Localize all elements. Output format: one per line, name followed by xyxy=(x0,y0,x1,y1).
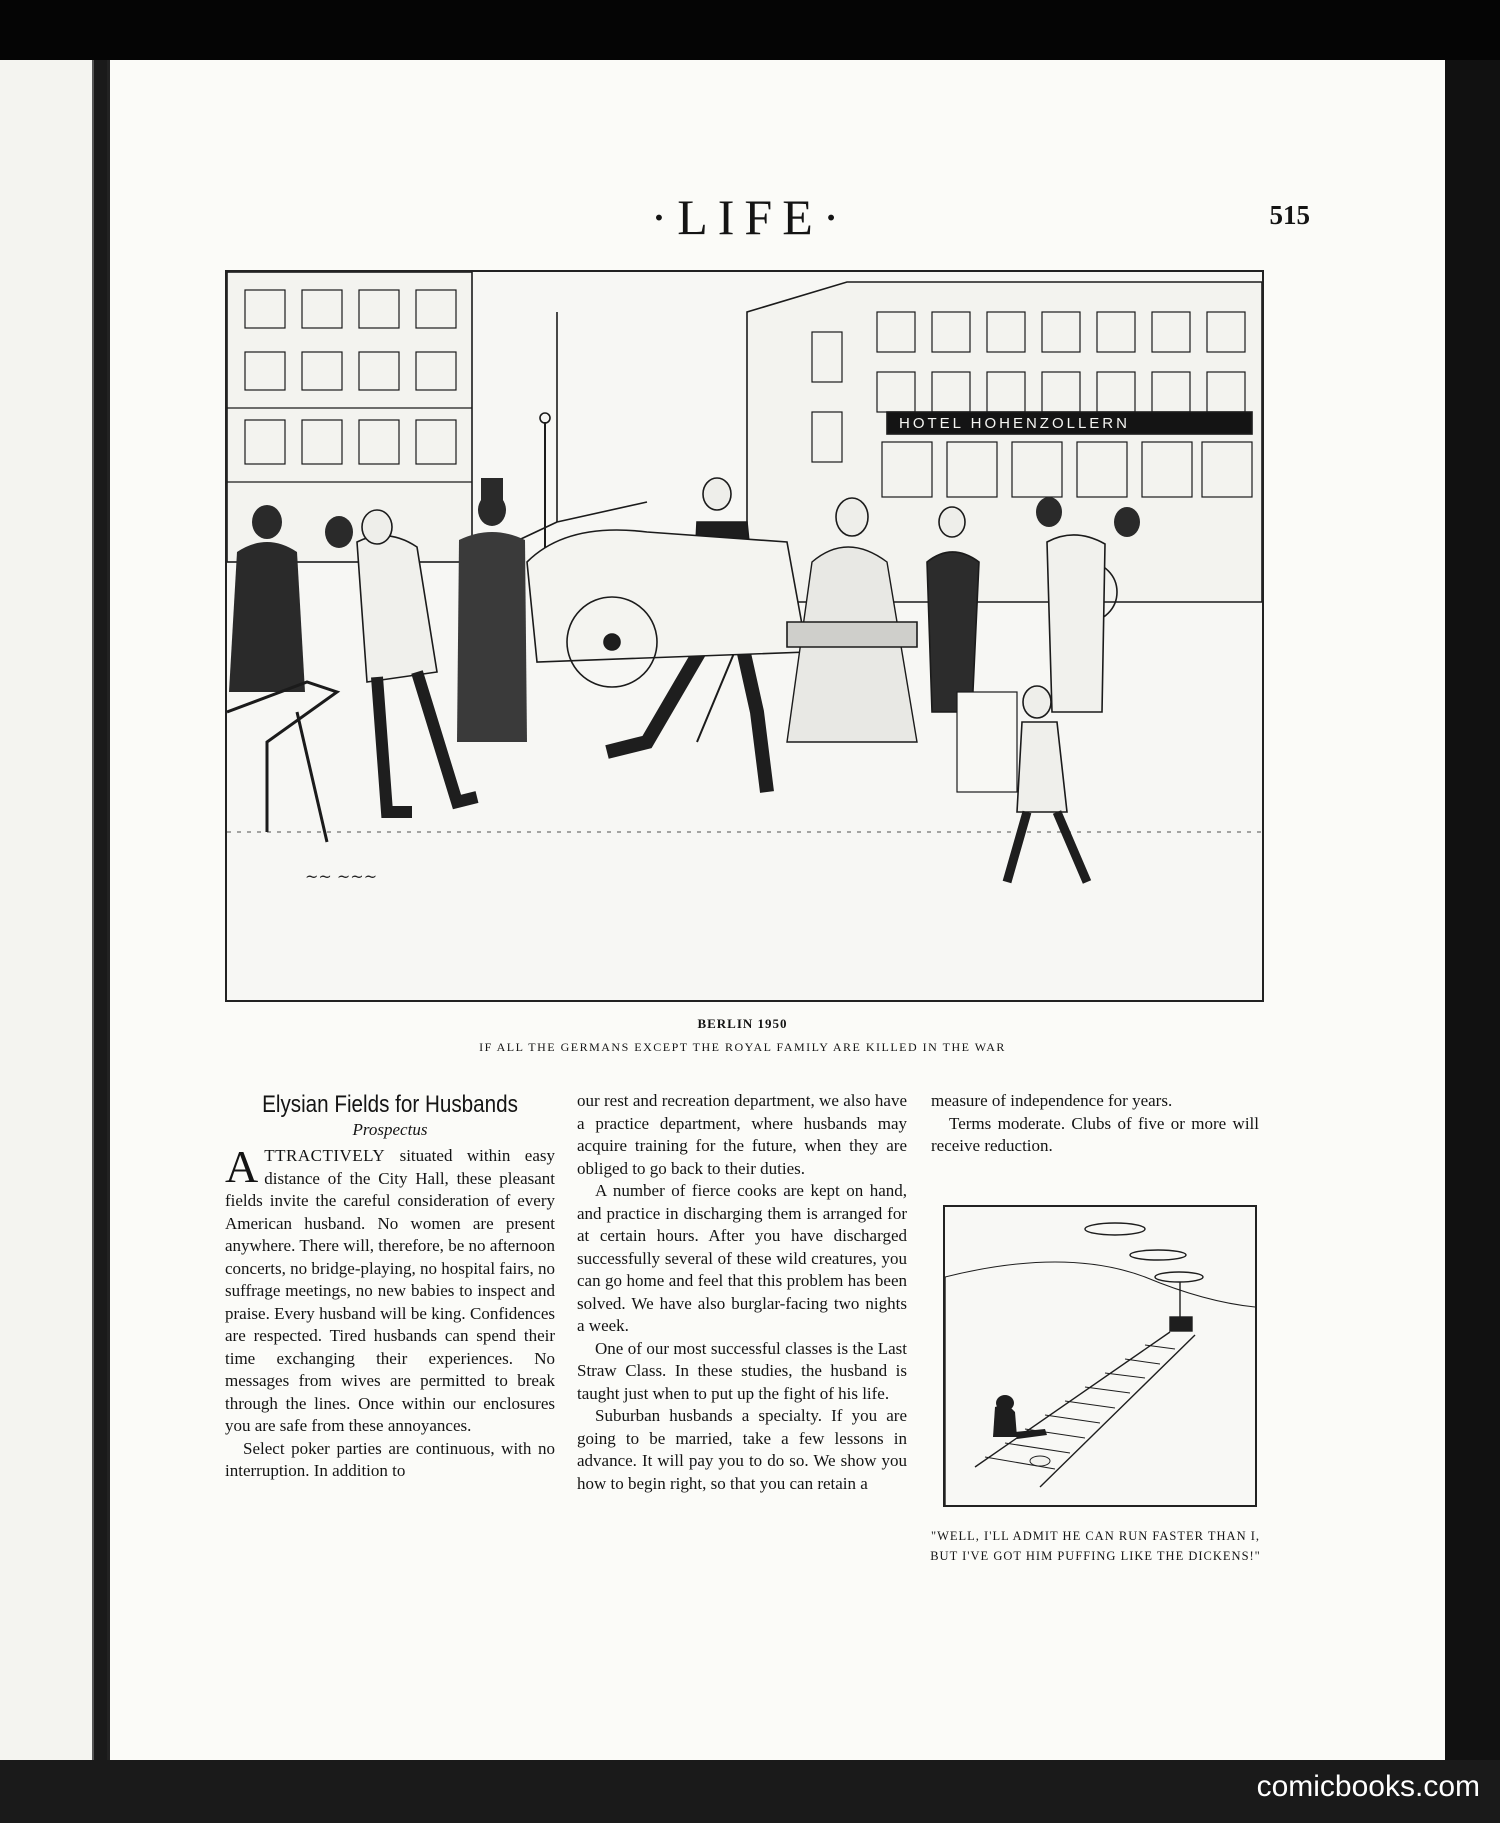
artist-signature: ~~ ~~~ xyxy=(305,867,378,886)
article-paragraph: measure of independence for years. xyxy=(931,1091,1173,1110)
railroad-track-drawing xyxy=(945,1207,1255,1505)
scan-right-border xyxy=(1445,60,1500,1823)
cartoon-caption-subtitle: IF ALL THE GERMANS EXCEPT THE ROYAL FAMILY ARE KILLED IN THE WAR xyxy=(479,1040,1006,1054)
hotel-sign: HOTEL HOHENZOLLERN xyxy=(899,415,1130,432)
cartoon-caption-title: BERLIN 1950 xyxy=(697,1016,788,1031)
article-paragraph: Terms moderate. Clubs of five or more will receive reduction. xyxy=(931,1113,1259,1155)
berlin-street-scene-drawing xyxy=(227,272,1262,1000)
article-column-3 xyxy=(931,1090,1259,1158)
article-paragraph: A number of fierce cooks are kept on hand, and practice in discharging them is arranged for at certain hours. After you have discharged successfully several of these wild creatures, you can go home and feel that this problem has been solved. We have also burglar-facing two nights a week. xyxy=(577,1181,907,1335)
facing-page-edge xyxy=(0,60,94,1760)
berlin-cartoon xyxy=(225,270,1264,1002)
watermark: comicbooks.com xyxy=(1256,1770,1480,1803)
article-subtitle: Prospectus xyxy=(352,1119,428,1139)
article-column-2 xyxy=(577,1090,907,1495)
drop-cap: A xyxy=(225,1141,259,1192)
article-column-1 xyxy=(225,1090,555,1483)
paragraph-text: situated within easy distance of the City Hall, these pleasant fields invite the careful consideration of every American husband. No women are present anywhere. There will, therefore, be no afternoon concerts, no bridge-playing, no hospital fairs, no suffrage meetings, no new babies to inspect and praise. Every husband will be king. Confidences are respected. Tired husbands can spend their time exchanging their experiences. No messages from wives are permitted to break through the lines. Once within our enclosures you are safe from these annoyances. xyxy=(225,1146,556,1435)
page-number: 515 xyxy=(1269,200,1310,230)
railroad-cartoon xyxy=(943,1205,1257,1507)
article-paragraph: our rest and recreation department, we also have a practice department, where husbands may acquire training for the future, when they are obliged to go back to their duties. xyxy=(577,1091,907,1178)
lead-in-caps: TTRACTIVELY xyxy=(264,1146,386,1165)
article-paragraph: Suburban husbands a specialty. If you are going to be married, take a few lessons in advance. It will pay you to do so. We show you how to begin right, so that you can retain a xyxy=(577,1406,907,1493)
article-paragraph xyxy=(225,1141,556,1438)
scan-top-border xyxy=(0,0,1500,60)
masthead: ·LIFE· xyxy=(650,189,850,245)
article-paragraph: One of our most successful classes is the Last Straw Class. In these studies, the husband is taught just when to put up the fight of his life. xyxy=(577,1338,907,1403)
article-title: Elysian Fields for Husbands xyxy=(262,1091,518,1118)
article-paragraph: Select poker parties are continuous, with no interruption. In addition to xyxy=(225,1438,555,1480)
railroad-cartoon-caption: "WELL, I'LL ADMIT HE CAN RUN FASTER THAN I, BUT I'VE GOT HIM PUFFING LIKE THE DICKENS!" xyxy=(930,1529,1261,1563)
